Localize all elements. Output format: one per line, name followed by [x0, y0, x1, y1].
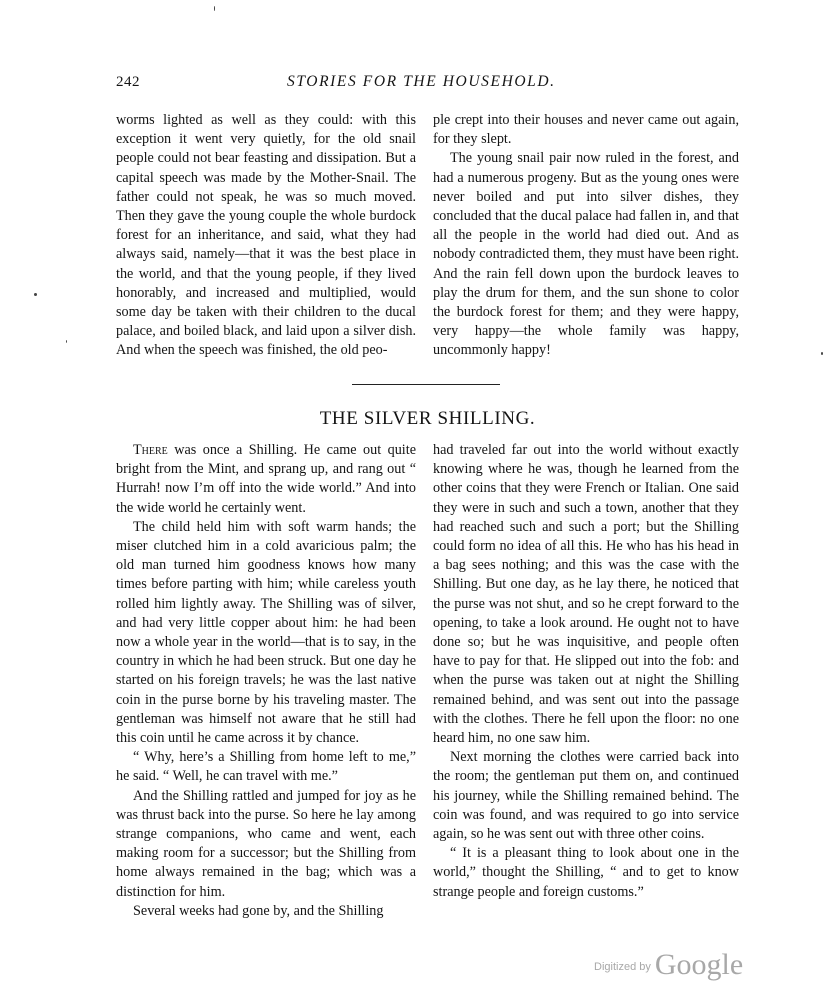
scan-speck [821, 352, 823, 355]
previous-story-left-column [116, 111, 416, 361]
paragraph: had traveled far out into the world without exactly knowing where he was, though he learned from the other coins that they were French or Italian. One said they were in such and such a town, another that they had reached such and such a port; but the Shilling could form no idea of all this. He who has his head in a bag sees nothing; and this was the case with the Shilling. But one day, as he lay there, he noticed that the purse was not shut, and so he crept forward to the opening, to take a look around. He ought not to have done so; but he was inquisitive, and people often have to pay for that. He slipped out into the fob: and when the purse was taken out at night the Shilling remained behind, and was sent out into the passage with the clothes. There he fell upon the floor: no one heard him, no one saw him. [433, 442, 739, 747]
paragraph-text: was once a Shilling. He came out quite bright from the Mint, and sprang up, and rang out “ Hurrah! now I’m off into the wide world.” And into the wide world he certainly went. [116, 442, 416, 516]
scan-speck [34, 293, 37, 296]
paragraph: ple crept into their houses and never came out again, for they slept. [433, 112, 739, 148]
digitized-by-google-watermark [594, 948, 743, 982]
story-left-column [116, 441, 416, 921]
story-right-column [433, 441, 739, 902]
previous-story-right-column [433, 111, 739, 361]
section-divider [352, 384, 500, 385]
paragraph: And the Shilling rattled and jumped for joy as he was thrust back into the purse. So here he lay among strange companions, who came and went, each making room for a successor; but the Shilling from home always remained in the bag; which was a distinction for him. [116, 787, 416, 900]
opening-word: There [133, 442, 168, 458]
paragraph: Next morning the clothes were carried back into the room; the gentleman put them on, and continued his journey, while the Shilling remained behind. The coin was found, and was required to go into service again, so he was sent out with three other coins. [433, 749, 739, 843]
scan-speck [66, 340, 67, 343]
scan-speck [214, 6, 215, 11]
paragraph: The young snail pair now ruled in the forest, and had a numerous progeny. But as the young ones were never boiled and put into silver dishes, they concluded that the ducal palace had fallen in, and that all the people in the world had died out. And as nobody contradicted them, they must have been right. And the rain fell down upon the burdock leaves to play the drum for them, and the sun shone to color the burdock forest for them; and they were happy, very happy—the whole family was happy, uncommonly happy! [433, 150, 739, 359]
paragraph [116, 441, 416, 518]
paragraph: The child held him with soft warm hands; the miser clutched him in a cold avaricious palm; the old man turned him goodness knows how many times before parting with him; while careless youth rolled him lightly away. The Shilling was of silver, and had very little copper about him: he had been now a whole year in the world—that is to say, in the country in which he had been struck. But one day he started on his foreign travels; he was the last native coin in the purse borne by his traveling master. The gentleman was himself not aware that he still had this coin until he came across it by chance. [116, 518, 416, 747]
paragraph: “ Why, here’s a Shilling from home left to me,” he said. “ Well, he can travel with me.” [116, 749, 416, 785]
paragraph: worms lighted as well as they could: with this exception it went very quietly, for the old snail people could not bear feasting and dissipation. But a capital speech was made by the Mother-Snail. The father could not speak, he was so much moved. Then they gave the young couple the whole burdock forest for an inheritance, and said, what they had always said, namely—that it was the best place in the world, and that the young people, if they lived honorably, and increased and multiplied, would some day be taken with their children to the ducal palace, and boiled black, and laid upon a silver dish. And when the speech was finished, the old peo- [116, 112, 416, 359]
page-number: 242 [116, 74, 140, 90]
running-title: STORIES FOR THE HOUSEHOLD. [287, 73, 556, 90]
story-title: THE SILVER SHILLING. [319, 408, 536, 429]
watermark-prefix: Digitized by [594, 961, 651, 973]
google-logo: Google [654, 948, 744, 981]
paragraph: “ It is a pleasant thing to look about one in the world,” thought the Shilling, “ and to get to know strange people and foreign customs.” [433, 845, 739, 900]
paragraph: Several weeks had gone by, and the Shilling [133, 902, 384, 919]
